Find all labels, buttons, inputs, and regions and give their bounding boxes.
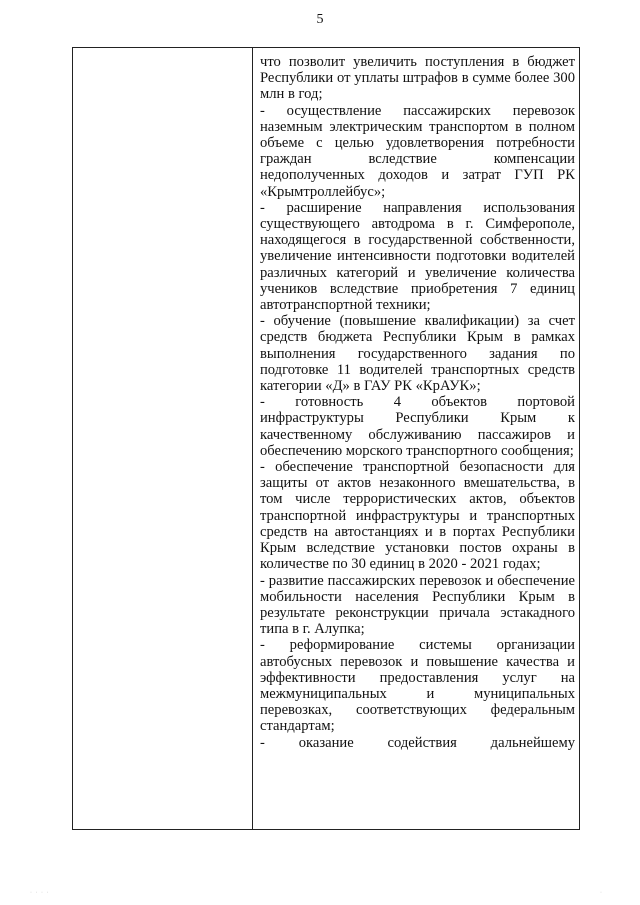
paragraph-driver-training: - обучение (повышение квалификации) за счет средств бюджета Республики Крым в рамках выполнения государственного задания по подготовке 11 водителей транспортных средств категории «Д» в ГАУ РК «КрАУК»; xyxy=(260,313,575,395)
left-cell xyxy=(73,48,253,830)
paragraph-autodrome: - расширение направления использования существующего автодрома в г. Симферополе, находящегося в государственной собственности, увеличение интенсивности подготовки водителей различных категорий и увеличение количества учеников вследствие приобретения 7 единиц автотранспортной техники; xyxy=(260,199,575,314)
paragraph-transport-security: - обеспечение транспортной безопасности для защиты от актов незаконного вмешательства, в том числе террористических актов, объектов транспортной инфраструктуры и транспортных средств на автостанциях и в портах Республики Крым вследствие установки постов охраны в количестве по 30 единиц в 2020 - 2021 годах; xyxy=(260,459,575,573)
paragraph-alupka-pier: - развитие пассажирских перевозок и обеспечение мобильности населения Республики Крым в результате реконструкции причала эстакадного типа в г. Алупка; xyxy=(260,572,575,638)
table-row xyxy=(73,48,580,830)
scan-artifact: · · · · xyxy=(30,890,50,896)
right-cell xyxy=(253,48,580,830)
document-table xyxy=(72,47,580,830)
paragraph-fines: что позволит увеличить поступления в бюджет Республики от уплаты штрафов в сумме более 300 млн в год; xyxy=(260,54,575,103)
scan-artifact-right: · xyxy=(600,890,603,896)
paragraph-port-infrastructure: - готовность 4 объектов портовой инфраструктуры Республики Крым к качественному обслуживанию пассажиров и обеспечению морского транспортного сообщения; xyxy=(260,394,575,459)
page-number: 5 xyxy=(316,12,324,27)
paragraph-bus-reform: - реформирование системы организации автобусных перевозок и повышение качества и эффективности предоставления услуг на межмуниципальных и муниципальных перевозках, соответствующих федеральным стандартам; xyxy=(260,637,575,735)
paragraph-trolleybus: - осуществление пассажирских перевозок наземным электрическим транспортом в полном объеме с целью удовлетворения потребности граждан вследствие компенсации недополученных доходов и затрат ГУП РК «Крымтроллейбус»; xyxy=(260,102,575,200)
paragraph-continuation: - оказание содействия дальнейшему xyxy=(260,734,575,751)
